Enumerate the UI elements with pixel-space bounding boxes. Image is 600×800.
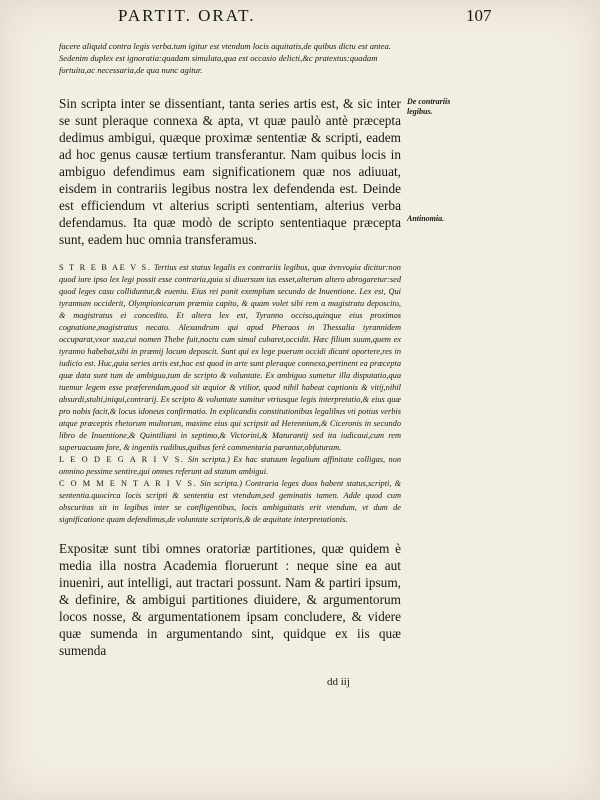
commentarius-commentary xyxy=(59,478,401,526)
leodegarius-text: Sin scripta.) Ex hac statuum legalium affinitate colligas, non omnino pessime sentire,qui omnes referunt ad statum ambigui. xyxy=(59,455,401,476)
strebaeus-commentary xyxy=(59,262,401,454)
main-paragraph-2: Expositæ sunt tibi omnes oratoriæ partitiones, quæ quidem è media illa nostra Academia floruerunt : neque sine ea aut inuenìri, aut intelligi, aut tractari possunt. Nam & partiri ipsum, & definire, & ambigui partitiones diuidere, & argumentorum locos nosse, & argumentationem ipsam concludere, & videre quæ sumenda in argumentando sint, quidque ex iis quæ sumenda xyxy=(59,541,401,658)
commentary-block xyxy=(59,262,401,526)
page-number: 107 xyxy=(466,6,492,25)
margin-note-antinomia: Antinomia. xyxy=(407,214,445,223)
margin-note-contrariis: De contrariis legibus. xyxy=(407,97,451,116)
strebaeus-name: S T R E B AE V S. xyxy=(59,263,152,272)
leodegarius-name: L E O D E G A R I V S. xyxy=(59,455,185,464)
main-paragraph-1: Sin scripta inter se dissentiant, tanta series artis est, & sic inter se sunt pleraque connexa & apta, vt quæ paulò antè præcepta dedimus ambigui, quæque proximæ sententiæ & scripti, eadem ad hoc genus causæ tertium transferantur. Nam quibus locis in ambiguo defendimus eam significationem quæ nos adiuuat, eisdem in contrariis legibus nostra lex defendenda est. Deinde est efficiendum vt alterius scripti sententiam, alterius verba defendamus. Ita quæ modò de scripto sententiaque præcepta sunt, eadem huc omnia transferamus. xyxy=(59,96,401,247)
strebaeus-text: Tertius est status legalis ex contrariis legibus, quæ ἀντινομία dicitur:non quod iure ipso lex legi possit esse contraria,quia si diuersum ius esset,alterum altero abrogaretur:sed quod leges casu colliduntur,& eueniu. Eius rei ponit exemplum secundo de Inuentione. Lex est, Qui tyrannum occiderit, Olympionicarum præmia capito, & quam volet sibi rem a magistratu deposcito, & magistratus ei concedito. Et altera lex est, Tyranno occiso,quinque eius proximos cognatione,magistratus necato. Alexandrum qui apud Pheraos in Thessalia tyrannidem occuparat,vxor sua,cui nomen Thebe fuit,noctu cum simul cubaret,occidit. Hæc filium suum,quem ex tyranno habebat,sibi in præmij locum deposcit. Sunt qui ex lege puerum occidi dicant oportere,res in iudicio est. Huc,quia series artis est,hoc est quod in arte sunt pleraque connexa,pertinent ea præcepta quæ data sunt tum de ambiguo,tum de scripto & voluntate. Ex ambiguo sumetur illa disputatio,qua tuemur legem esse præferendam,quod sit æquior & vtilior, quod nihil habeat captionis & vitij,nihil absurdi,stulti,iniqui,contrarij. Ex scripto & voluntate sumitur vtriusque legis interpretatio,& eius quæ pro nobis facit,& locus idoneus confirmatio. In explicandis constitutionibus legalibus vti potius verbis atque præceptis rhetorum multorum, maxime eius qui scripsit ad Herennium,& Ciceronis in secundo libro de Inuentione,& Quintiliani in septimo,& Victorini,& Maturantij sed ita iudicaui,cum rem superuacuam fore, & ingeniis rudibus,quibus ferè commentaria parantur,obfuturam. xyxy=(59,263,401,452)
commentarius-text: Sin scripta.) Contraria leges duos habent status,scripti, & sententia.quocirca locis scripti & sententia est vtendum,sed geminatis tamen. Adde quod cum obscuritas sit in legibus inter se confligentibus, locis ambiguitatis erit vtendum, vt dum de significatione quam defendimus,de voluntate scriptoris,& de æquitate interpretationis. xyxy=(59,479,401,524)
top-commentary-note: facere aliquid contra legis verba.tum igitur est vtendum locis aquitatis,de quibus dictu est antea. Sedenim duplex est ignoratia:quadam simulata,qua est occasio delicti,&c pratextus:quadam fortuita,ac necessaria,de qua nunc agitur. xyxy=(59,41,391,75)
running-head: PARTIT. ORAT. xyxy=(118,6,256,25)
leodegarius-commentary xyxy=(59,454,401,478)
commentarius-name: C O M M E N T A R I V S. xyxy=(59,479,198,488)
signature-mark: dd iij xyxy=(327,676,350,688)
